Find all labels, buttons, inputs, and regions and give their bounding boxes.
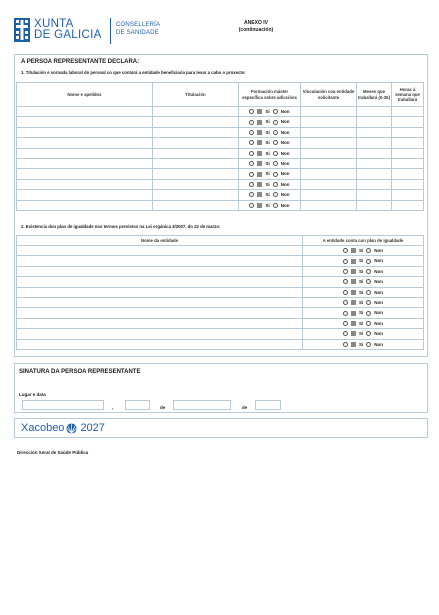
label-non: Non [280, 202, 290, 208]
si-marker-icon [257, 151, 262, 156]
header [14, 14, 426, 50]
entidade-cell[interactable] [17, 287, 303, 297]
si-non-options [240, 161, 299, 166]
label-non: Non [374, 248, 383, 254]
staff-row [17, 148, 424, 158]
meses-cell[interactable] [357, 190, 392, 200]
de-sep-2: de [242, 405, 248, 410]
si-marker-icon [257, 192, 262, 197]
vinculacion-cell[interactable] [301, 127, 357, 137]
radio-si[interactable] [249, 109, 254, 114]
radio-si[interactable] [343, 300, 348, 305]
staff-row [17, 200, 424, 210]
si-non-options [240, 171, 299, 176]
plan-cell [303, 246, 424, 256]
staff-row [17, 169, 424, 179]
xunta-cross-icon [14, 18, 30, 42]
formacion-cell [239, 148, 301, 158]
vinculacion-cell[interactable] [301, 179, 357, 189]
staff-row [17, 190, 424, 200]
radio-non[interactable] [366, 321, 371, 326]
radio-si[interactable] [249, 151, 254, 156]
entidade-cell[interactable] [17, 339, 303, 349]
month-field[interactable] [173, 400, 231, 410]
xacobeo-text: Xacobeo [21, 422, 65, 434]
declara-section [14, 54, 428, 357]
si-non-options [304, 300, 422, 305]
si-non-options [304, 321, 422, 326]
radio-si[interactable] [343, 321, 348, 326]
label-non: Non [280, 161, 290, 167]
plan-cell [303, 329, 424, 339]
staff-row [17, 127, 424, 137]
plan-cell [303, 266, 424, 276]
year-field[interactable] [255, 400, 281, 410]
staff-row [17, 158, 424, 168]
horas-cell[interactable] [392, 169, 424, 179]
label-non: Non [280, 109, 290, 115]
col-meses: Meses que traballará (0-35) [357, 83, 392, 107]
meses-cell[interactable] [357, 117, 392, 127]
entidade-cell[interactable] [17, 266, 303, 276]
entidade-cell[interactable] [17, 329, 303, 339]
label-si: Si [265, 150, 270, 156]
meses-cell[interactable] [357, 138, 392, 148]
meses-cell[interactable] [357, 169, 392, 179]
si-marker-icon [257, 203, 262, 208]
de-sep-1: de [160, 405, 166, 410]
horas-cell[interactable] [392, 158, 424, 168]
si-non-options [240, 151, 299, 156]
si-non-options [304, 331, 422, 336]
si-marker-icon [351, 331, 356, 336]
titulacion-cell[interactable] [153, 200, 239, 210]
nome-cell[interactable] [17, 138, 153, 148]
xacobeo-year: 2027 [80, 422, 105, 434]
equality-row [17, 266, 424, 276]
entidade-cell[interactable] [17, 308, 303, 318]
label-non: Non [280, 150, 290, 156]
col-plan: A entidade conta cun plan de igualdade [303, 236, 424, 246]
formacion-cell [239, 190, 301, 200]
label-non: Non [374, 310, 383, 316]
plan-cell [303, 277, 424, 287]
label-si: Si [265, 161, 270, 167]
si-non-options [240, 182, 299, 187]
vinculacion-cell[interactable] [301, 117, 357, 127]
titulacion-cell[interactable] [153, 107, 239, 117]
entidade-cell[interactable] [17, 256, 303, 266]
radio-non[interactable] [366, 248, 371, 253]
label-non: Non [280, 171, 290, 177]
equality-row [17, 308, 424, 318]
radio-si[interactable] [249, 182, 254, 187]
label-si: Si [358, 268, 364, 274]
equality-row [17, 297, 424, 307]
horas-cell[interactable] [392, 138, 424, 148]
radio-si[interactable] [343, 269, 348, 274]
label-non: Non [280, 119, 290, 125]
label-non: Non [280, 192, 290, 198]
staff-row [17, 107, 424, 117]
vinculacion-cell[interactable] [301, 138, 357, 148]
si-non-options [304, 258, 422, 263]
meses-cell[interactable] [357, 200, 392, 210]
label-si: Si [265, 171, 270, 177]
day-field[interactable] [125, 400, 150, 410]
formacion-cell [239, 117, 301, 127]
col-titulacion: Titulación [153, 83, 239, 107]
horas-cell[interactable] [392, 107, 424, 117]
nome-cell[interactable] [17, 148, 153, 158]
horas-cell[interactable] [392, 190, 424, 200]
label-non: Non [374, 268, 383, 274]
radio-non[interactable] [273, 120, 278, 125]
si-marker-icon [351, 248, 356, 253]
label-si: Si [358, 331, 364, 337]
label-si: Si [358, 341, 364, 347]
entidade-cell[interactable] [17, 318, 303, 328]
nome-cell[interactable] [17, 179, 153, 189]
titulacion-cell[interactable] [153, 127, 239, 137]
equality-row [17, 329, 424, 339]
col-horas: Horas á semana que traballará [392, 83, 424, 107]
horas-cell[interactable] [392, 179, 424, 189]
radio-si[interactable] [343, 342, 348, 347]
conselleria-label [116, 22, 160, 37]
si-non-options [240, 203, 299, 208]
si-marker-icon [351, 321, 356, 326]
anexo-heading [214, 20, 298, 34]
col-vinculacion: Vinculación coa entidade solicitante [301, 83, 357, 107]
si-marker-icon [257, 120, 262, 125]
si-marker-icon [351, 311, 356, 316]
radio-non[interactable] [273, 130, 278, 135]
si-marker-icon [351, 259, 356, 264]
label-si: Si [358, 300, 364, 306]
radio-non[interactable] [366, 300, 371, 305]
si-marker-icon [257, 130, 262, 135]
horas-cell[interactable] [392, 117, 424, 127]
plan-cell [303, 256, 424, 266]
si-non-options [304, 279, 422, 284]
si-marker-icon [257, 161, 262, 166]
label-si: Si [265, 119, 270, 125]
label-si: Si [265, 140, 270, 146]
radio-si[interactable] [343, 290, 348, 295]
titulacion-cell[interactable] [153, 158, 239, 168]
si-marker-icon [257, 140, 262, 145]
vinculacion-cell[interactable] [301, 200, 357, 210]
vinculacion-cell[interactable] [301, 158, 357, 168]
radio-si[interactable] [249, 203, 254, 208]
label-non: Non [280, 140, 290, 146]
meses-cell[interactable] [357, 107, 392, 117]
sinatura-section [14, 363, 428, 413]
col-entidade: Nome da entidade [17, 236, 303, 246]
equality-row [17, 277, 424, 287]
radio-si[interactable] [249, 140, 254, 145]
label-si: Si [265, 192, 270, 198]
vinculacion-cell[interactable] [301, 107, 357, 117]
plan-cell [303, 339, 424, 349]
radio-si[interactable] [249, 120, 254, 125]
si-marker-icon [351, 290, 356, 295]
si-non-options [240, 130, 299, 135]
label-si: Si [265, 202, 270, 208]
label-non: Non [374, 289, 383, 295]
nome-cell[interactable] [17, 158, 153, 168]
nome-cell[interactable] [17, 190, 153, 200]
radio-si[interactable] [249, 192, 254, 197]
xunta-line2: DE GALICIA [34, 29, 102, 41]
si-marker-icon [257, 109, 262, 114]
radio-non[interactable] [273, 182, 278, 187]
radio-si[interactable] [343, 331, 348, 336]
point1-label: 1. Titulación e xornada laboral do persoal co que contará a entidade beneficiaria para levar a cabo o proxecto: [21, 70, 246, 75]
label-non: Non [280, 129, 290, 135]
equality-table [16, 235, 424, 350]
horas-cell[interactable] [392, 127, 424, 137]
staff-row [17, 138, 424, 148]
si-non-options [304, 269, 422, 274]
radio-non[interactable] [366, 279, 371, 284]
col-nome: Nome e apelidos [17, 83, 153, 107]
radio-non[interactable] [366, 342, 371, 347]
meses-cell[interactable] [357, 127, 392, 137]
nome-cell[interactable] [17, 107, 153, 117]
radio-non[interactable] [273, 161, 278, 166]
si-marker-icon [351, 300, 356, 305]
lugar-label: Lugar e data [19, 392, 46, 397]
label-si: Si [358, 248, 364, 254]
formacion-cell [239, 107, 301, 117]
nome-cell[interactable] [17, 169, 153, 179]
point2-label: 2. Existencia dun plan de igualdade nos termos previstos na Lei orgánica 3/2007, do 22 de marzo: [21, 224, 221, 229]
formacion-cell [239, 158, 301, 168]
staff-row [17, 179, 424, 189]
staff-table [16, 82, 424, 211]
staff-row [17, 117, 424, 127]
radio-non[interactable] [273, 203, 278, 208]
xunta-line1: XUNTA [34, 18, 74, 30]
label-non: Non [374, 331, 383, 337]
label-non: Non [280, 181, 290, 187]
radio-si[interactable] [343, 311, 348, 316]
meses-cell[interactable] [357, 158, 392, 168]
equality-row [17, 339, 424, 349]
formacion-cell [239, 138, 301, 148]
si-marker-icon [351, 279, 356, 284]
label-non: Non [374, 320, 383, 326]
formacion-cell [239, 200, 301, 210]
xunta-logo [14, 18, 102, 42]
col-formacion: Formación máster específica sobre adiccións [239, 83, 301, 107]
comma-sep: , [112, 405, 114, 410]
lugar-field[interactable] [22, 400, 104, 410]
entidade-cell[interactable] [17, 277, 303, 287]
radio-si[interactable] [343, 259, 348, 264]
radio-non[interactable] [273, 140, 278, 145]
titulacion-cell[interactable] [153, 190, 239, 200]
label-si: Si [265, 109, 270, 115]
anexo-title: ANEXO IV [244, 20, 268, 26]
si-marker-icon [351, 269, 356, 274]
si-non-options [240, 109, 299, 114]
radio-non[interactable] [273, 192, 278, 197]
label-si: Si [358, 279, 364, 285]
plan-cell [303, 287, 424, 297]
titulacion-cell[interactable] [153, 169, 239, 179]
sinatura-title: SINATURA DA PERSOA REPRESENTANTE [19, 369, 141, 375]
si-non-options [304, 342, 422, 347]
label-si: Si [265, 129, 270, 135]
horas-cell[interactable] [392, 200, 424, 210]
si-non-options [304, 248, 422, 253]
radio-non[interactable] [366, 311, 371, 316]
vinculacion-cell[interactable] [301, 148, 357, 158]
equality-row [17, 287, 424, 297]
label-si: Si [358, 320, 364, 326]
xacobeo-logo [21, 422, 105, 434]
xacobeo-banner [14, 418, 428, 438]
si-marker-icon [257, 182, 262, 187]
label-non: Non [374, 279, 383, 285]
plan-cell [303, 318, 424, 328]
titulacion-cell[interactable] [153, 117, 239, 127]
si-non-options [304, 310, 422, 315]
formacion-cell [239, 127, 301, 137]
label-si: Si [358, 258, 364, 264]
entidade-cell[interactable] [17, 246, 303, 256]
label-non: Non [374, 258, 383, 264]
radio-si[interactable] [343, 248, 348, 253]
plan-cell [303, 297, 424, 307]
formacion-cell [239, 179, 301, 189]
label-si: Si [358, 289, 364, 295]
label-si: Si [265, 181, 270, 187]
radio-non[interactable] [366, 331, 371, 336]
meses-cell[interactable] [357, 179, 392, 189]
vinculacion-cell[interactable] [301, 169, 357, 179]
meses-cell[interactable] [357, 148, 392, 158]
radio-si[interactable] [343, 279, 348, 284]
radio-si[interactable] [249, 130, 254, 135]
radio-non[interactable] [366, 269, 371, 274]
equality-row [17, 246, 424, 256]
label-non: Non [374, 341, 383, 347]
titulacion-cell[interactable] [153, 148, 239, 158]
nome-cell[interactable] [17, 117, 153, 127]
nome-cell[interactable] [17, 127, 153, 137]
radio-non[interactable] [273, 172, 278, 177]
label-si: Si [358, 310, 364, 316]
footer-text: Dirección Xeral de Saúde Pública [17, 450, 89, 455]
vinculacion-cell[interactable] [301, 190, 357, 200]
radio-si[interactable] [249, 172, 254, 177]
formacion-cell [239, 169, 301, 179]
radio-non[interactable] [366, 259, 371, 264]
radio-non[interactable] [366, 290, 371, 295]
equality-row [17, 318, 424, 328]
si-non-options [240, 192, 299, 197]
entidade-cell[interactable] [17, 297, 303, 307]
conselleria-line2: DE SANIDADE [116, 29, 159, 36]
horas-cell[interactable] [392, 148, 424, 158]
plan-cell [303, 308, 424, 318]
si-non-options [240, 119, 299, 124]
declara-title: A PERSOA REPRESENTANTE DECLARA: [21, 59, 140, 65]
nome-cell[interactable] [17, 200, 153, 210]
radio-non[interactable] [273, 109, 278, 114]
scallop-shell-icon [66, 423, 77, 434]
si-marker-icon [257, 172, 262, 177]
radio-non[interactable] [273, 151, 278, 156]
logo-divider [110, 18, 111, 44]
anexo-subtitle: (continuación) [238, 27, 274, 33]
label-non: Non [374, 300, 383, 306]
si-non-options [304, 290, 422, 295]
si-non-options [240, 140, 299, 145]
radio-si[interactable] [249, 161, 254, 166]
titulacion-cell[interactable] [153, 138, 239, 148]
si-marker-icon [351, 342, 356, 347]
equality-row [17, 256, 424, 266]
conselleria-line1: CONSELLERÍA [116, 22, 161, 28]
titulacion-cell[interactable] [153, 179, 239, 189]
